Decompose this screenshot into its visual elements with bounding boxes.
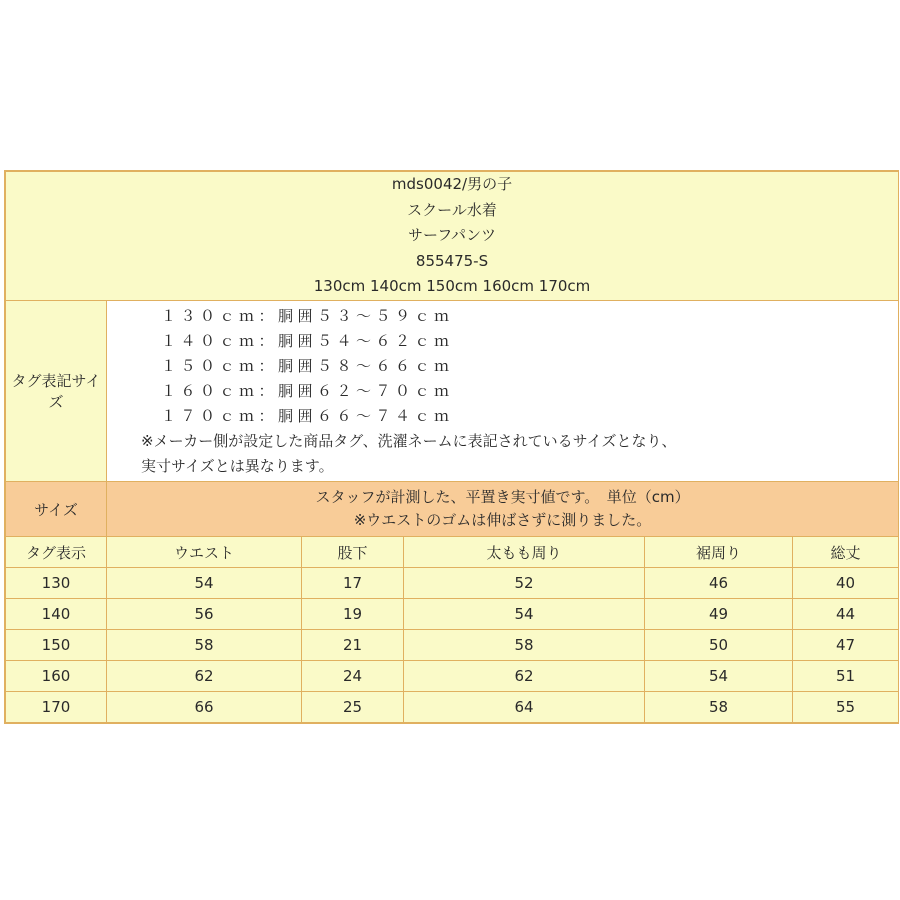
table-cell: 55 xyxy=(793,692,899,723)
product-code-gender: mds0042/男の子 xyxy=(391,175,513,194)
table-cell: 62 xyxy=(404,661,645,692)
tag-size-item: １３０ｃｍ：胴囲５３～５９ｃｍ xyxy=(161,307,454,325)
table-cell: 24 xyxy=(302,661,404,692)
column-header: 総丈 xyxy=(793,537,899,568)
table-cell: 54 xyxy=(107,568,302,599)
measurement-label: サイズ xyxy=(6,482,107,537)
table-cell: 58 xyxy=(645,692,793,723)
measurement-note xyxy=(107,482,899,537)
table-cell: 58 xyxy=(404,630,645,661)
table-cell: 140 xyxy=(6,599,107,630)
column-header: ウエスト xyxy=(107,537,302,568)
table-cell: 160 xyxy=(6,661,107,692)
table-row xyxy=(6,568,899,599)
column-header: タグ表示 xyxy=(6,537,107,568)
table-cell: 40 xyxy=(793,568,899,599)
column-header: 股下 xyxy=(302,537,404,568)
measurement-note-line: ※ウエストのゴムは伸ばさずに測りました。 xyxy=(353,511,652,529)
column-header-row xyxy=(6,537,899,568)
product-category: スクール水着 xyxy=(407,200,497,219)
tag-size-list xyxy=(107,301,899,482)
available-sizes: 130cm 140cm 150cm 160cm 170cm xyxy=(313,277,591,296)
table-cell: 46 xyxy=(645,568,793,599)
table-cell: 50 xyxy=(645,630,793,661)
table-row xyxy=(6,692,899,723)
table-cell: 44 xyxy=(793,599,899,630)
table-row xyxy=(6,599,899,630)
tag-size-note: 実寸サイズとは異なります。 xyxy=(141,457,334,475)
table-cell: 49 xyxy=(645,599,793,630)
table-cell: 19 xyxy=(302,599,404,630)
tag-size-note: ※メーカー側が設定した商品タグ、洗濯ネームに表記されているサイズとなり、 xyxy=(141,432,677,450)
product-type: サーフパンツ xyxy=(407,226,497,245)
table-cell: 51 xyxy=(793,661,899,692)
tag-size-item: １４０ｃｍ：胴囲５４～６２ｃｍ xyxy=(161,332,454,350)
table-cell: 52 xyxy=(404,568,645,599)
table-cell: 25 xyxy=(302,692,404,723)
table-cell: 62 xyxy=(107,661,302,692)
measurement-note-line: スタッフが計測した、平置き実寸値です。 単位（cm） xyxy=(315,487,690,506)
table-row xyxy=(6,630,899,661)
table-cell: 170 xyxy=(6,692,107,723)
table-cell: 54 xyxy=(404,599,645,630)
table-cell: 47 xyxy=(793,630,899,661)
table-cell: 64 xyxy=(404,692,645,723)
size-chart-table xyxy=(5,171,899,723)
table-cell: 56 xyxy=(107,599,302,630)
tag-size-item: １７０ｃｍ：胴囲６６～７４ｃｍ xyxy=(161,407,454,425)
table-cell: 58 xyxy=(107,630,302,661)
column-header: 裾周り xyxy=(645,537,793,568)
table-cell: 54 xyxy=(645,661,793,692)
table-cell: 150 xyxy=(6,630,107,661)
table-row xyxy=(6,661,899,692)
table-cell: 21 xyxy=(302,630,404,661)
tag-size-item: １５０ｃｍ：胴囲５８～６６ｃｍ xyxy=(161,357,454,375)
tag-size-label: タグ表記サイズ xyxy=(6,301,107,482)
table-cell: 66 xyxy=(107,692,302,723)
size-chart xyxy=(4,170,899,724)
column-header: 太もも周り xyxy=(404,537,645,568)
table-cell: 17 xyxy=(302,568,404,599)
product-header xyxy=(6,172,899,301)
table-cell: 130 xyxy=(6,568,107,599)
tag-size-item: １６０ｃｍ：胴囲６２～７０ｃｍ xyxy=(161,382,454,400)
product-number: 855475-S xyxy=(415,251,489,270)
